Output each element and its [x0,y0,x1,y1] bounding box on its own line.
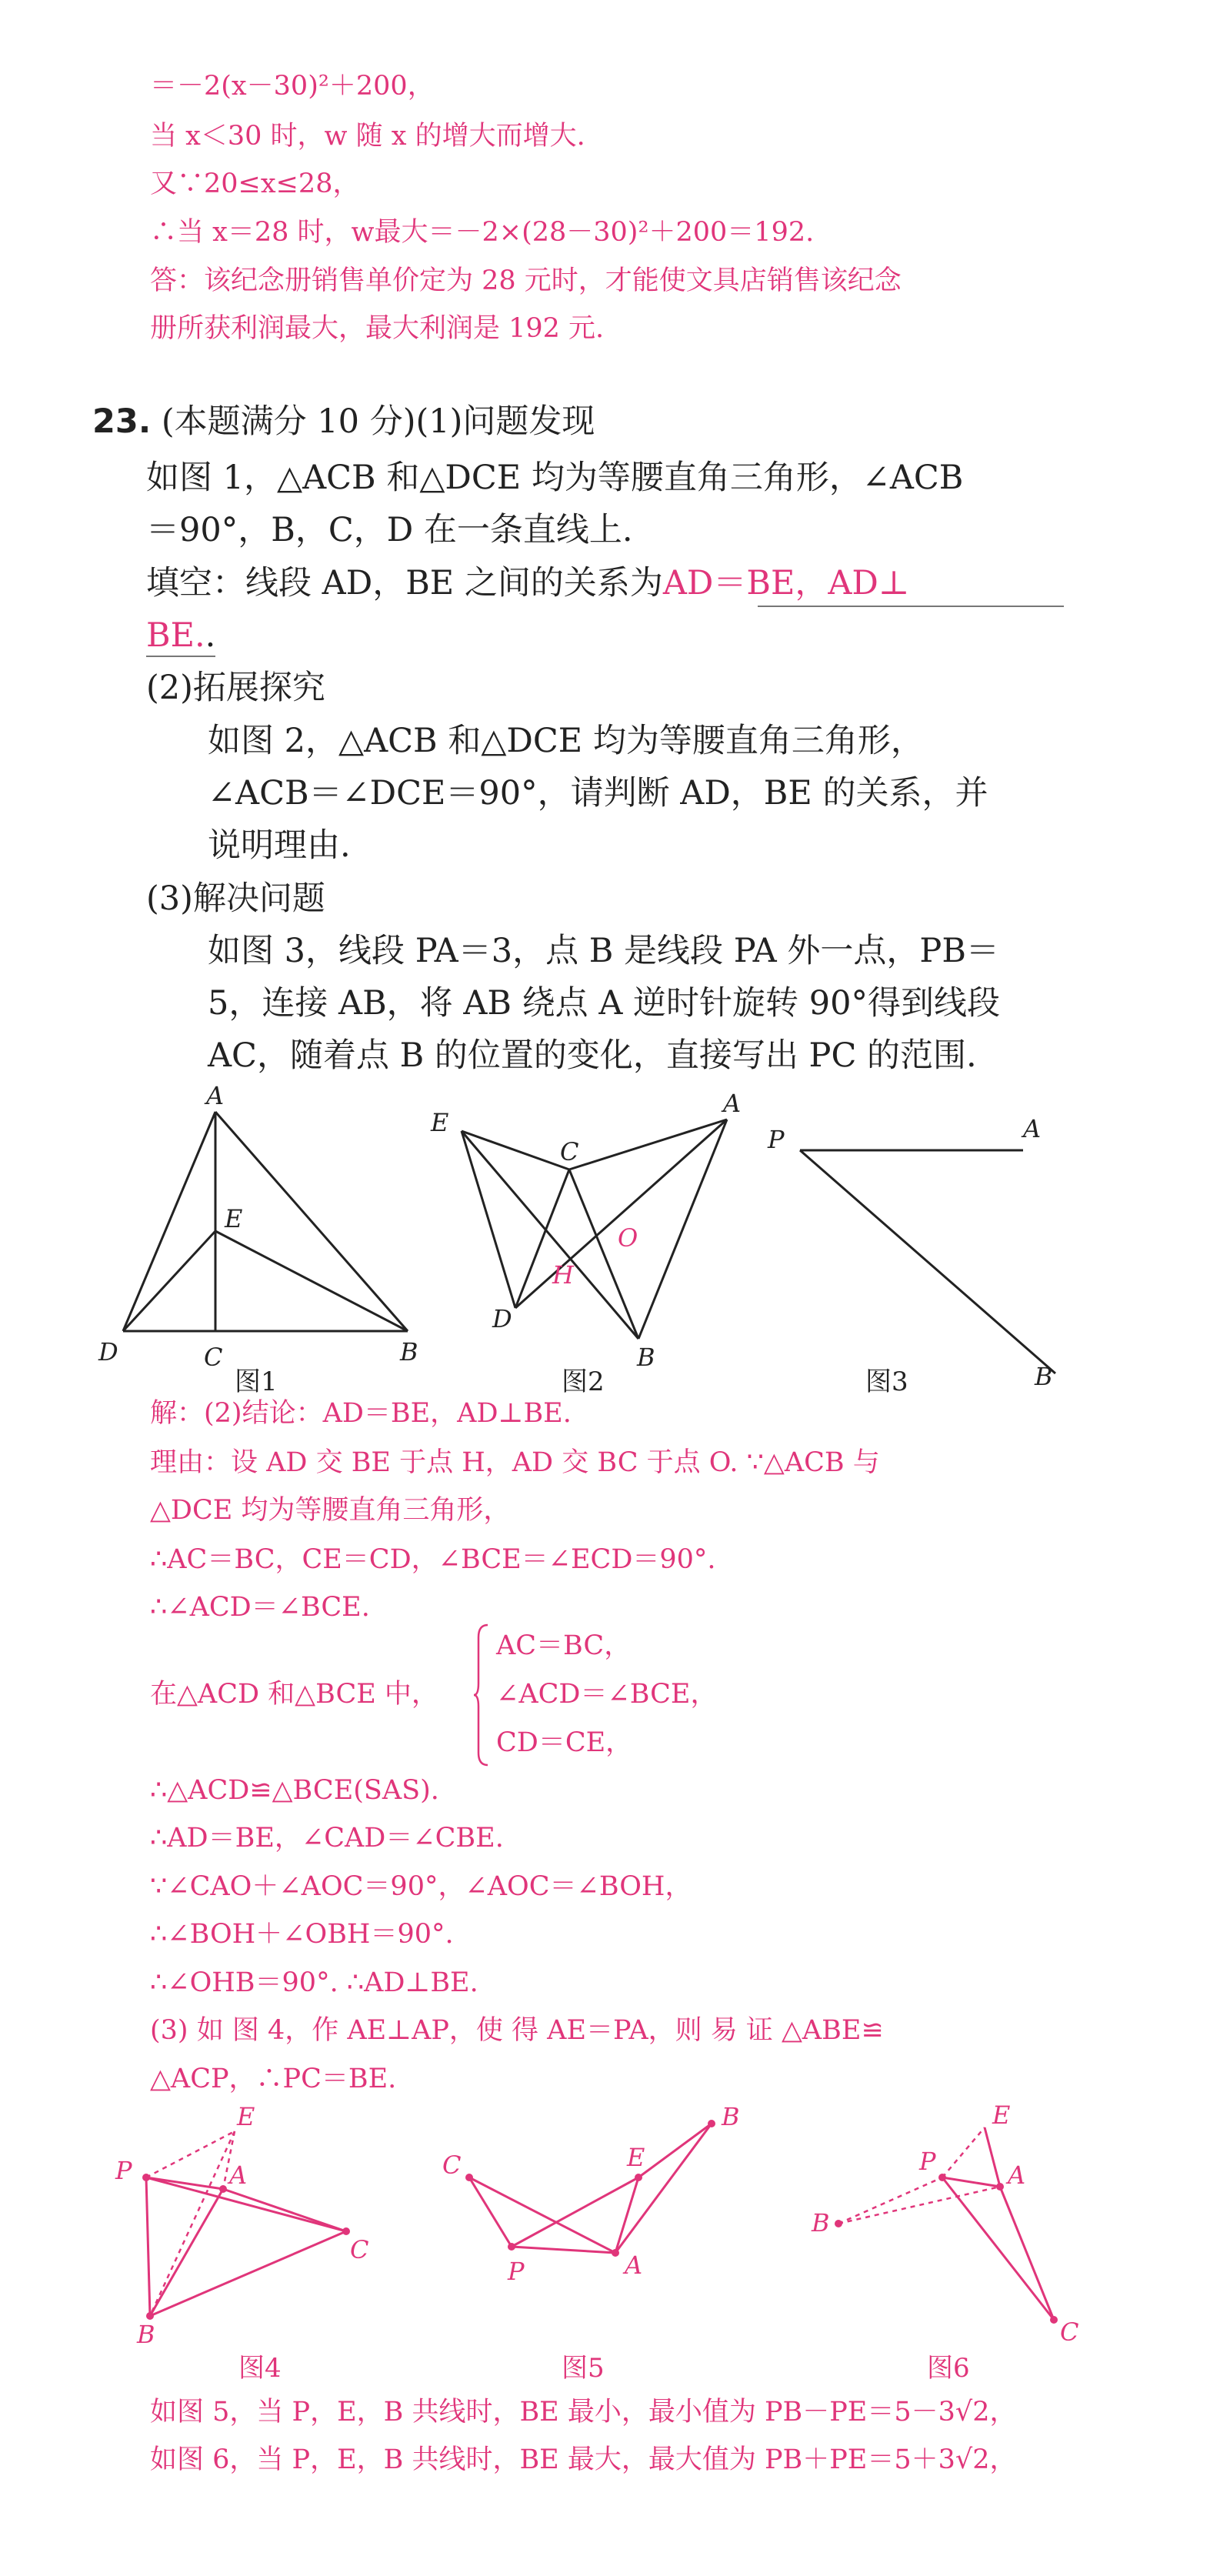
fig2-label-C: C [560,1137,579,1166]
solution-line: △DCE 均为等腰直角三角形， [150,1495,511,1526]
figures-top [0,1077,1210,1385]
fig6-label-B: B [812,2208,830,2237]
part3-title: (3)解决问题 [146,879,325,918]
point-C [1050,2316,1058,2324]
solution-line: ＝－2(x－30)²＋200， [150,71,435,102]
blank-underline [758,606,1064,607]
solution-line: ∴∠ACD＝∠BCE. [150,1592,370,1623]
fig5-label-C: C [442,2151,462,2180]
fig2-label-B: B [637,1343,655,1372]
fig1-label-A: A [206,1081,225,1110]
fig5-label-P: P [508,2257,525,2286]
fill-end: . [205,616,216,655]
fill-blank-line [146,564,910,602]
point-A [219,2185,227,2193]
fig4-label-E: E [237,2102,255,2131]
fig5-label-A: A [625,2251,643,2280]
part2-text: 说明理由. [208,826,351,865]
solution-line: ∴AD＝BE，∠CAD＝∠CBE. [150,1823,504,1854]
point-A [612,2249,619,2257]
fig4-label-B: B [137,2320,155,2349]
figure-5-caption: 图5 [562,2353,605,2384]
point-C [465,2174,473,2181]
fig6-label-A: A [1008,2161,1026,2190]
figure-3-caption: 图3 [865,1366,908,1397]
point-B [146,2312,154,2320]
solution-line: ∴∠OHB＝90°. ∴AD⊥BE. [150,1967,478,1998]
solution-line: 理由：设 AD 交 BE 于点 H，AD 交 BC 于点 O. ∵△ACB 与 [150,1447,880,1478]
point-E [635,2174,642,2181]
solution-line: △ACP，∴PC＝BE. [150,2064,397,2094]
problem-header [92,402,595,441]
problem-number: 23. [92,402,152,441]
solution-line: 册所获利润最大，最大利润是 192 元. [150,313,605,344]
fill-answer-cont: BE. [146,616,205,655]
point-B [835,2220,842,2227]
figure-4-dashed [146,2131,235,2316]
part3-text: 如图 3，线段 PA＝3，点 B 是线段 PA 外一点，PB＝ [208,932,999,970]
solution-line: ∴当 x＝28 时，w最大＝－2×(28－30)²＋200＝192. [150,217,815,248]
point-B [708,2120,715,2127]
solution-line: (3) 如 图 4，作 AE⊥AP，使 得 AE＝PA，则 易 证 △ABE≌ [150,2015,884,2046]
fig1-label-B: B [400,1337,418,1366]
fig2-label-D: D [492,1304,512,1333]
part3-text: AC，随着点 B 的位置的变化，直接写出 PC 的范围. [208,1036,977,1075]
solution-line: ∴△ACD≌△BCE(SAS). [150,1775,439,1806]
fig5-label-E: E [627,2143,645,2172]
fig3-label-B: B [1035,1362,1053,1385]
point-P [508,2243,515,2251]
part2-title: (2)拓展探究 [146,669,325,707]
fig4-label-A: A [229,2161,248,2190]
figure-3-lines [800,1150,1055,1373]
part2-text: ∠ACB＝∠DCE＝90°，请判断 AD，BE 的关系，并 [208,774,988,813]
fig4-label-P: P [115,2156,132,2185]
figure-4-caption: 图4 [238,2353,282,2384]
figures-bottom [0,2093,1210,2354]
part3-text: 5，连接 AB，将 AB 绕点 A 逆时针旋转 90°得到线段 [208,984,1000,1023]
solution-line: ∵∠CAO＋∠AOC＝90°，∠AOC＝∠BOH， [150,1871,692,1902]
system-eq: ∠ACD＝∠BCE， [496,1679,718,1710]
solution-line: ∴∠BOH＋∠OBH＝90°. [150,1919,454,1950]
fig6-label-P: P [919,2147,936,2176]
fig5-label-B: B [722,2102,740,2131]
system-brace [472,1622,489,1768]
fill-answer: AD＝BE，AD⊥ [662,564,910,602]
point-P [938,2174,946,2181]
problem-text: ＝90°，B，C，D 在一条直线上. [146,511,633,549]
problem-header-text: (本题满分 10 分)(1)问题发现 [161,402,595,441]
figure-2-caption: 图2 [562,1366,605,1397]
figure-4-lines [146,2177,346,2316]
figure-1-lines [123,1112,408,1331]
system-eq: CD＝CE， [496,1727,633,1758]
fig4-label-C: C [350,2235,369,2264]
solution-line: 答：该纪念册销售单价定为 28 元时，才能使文具店销售该纪念 [150,265,902,296]
blank-underline [146,656,215,657]
solution-line: 解：(2)结论：AD＝BE，AD⊥BE. [150,1398,572,1429]
fig1-label-D: D [98,1337,118,1366]
figure-6-caption: 图6 [927,2353,970,2384]
fig2-label-A: A [723,1089,742,1118]
fig3-label-P: P [768,1125,785,1154]
figure-1-caption: 图1 [235,1366,278,1397]
solution-line: 当 x＜30 时，w 随 x 的增大而增大. [150,121,585,152]
point-P [142,2174,150,2181]
fill-prefix: 填空：线段 AD，BE 之间的关系为 [146,564,663,602]
problem-text: 如图 1，△ACB 和△DCE 均为等腰直角三角形，∠ACB [146,459,964,497]
fill-blank-line-2 [146,616,216,655]
point-C [342,2227,350,2235]
fig6-label-C: C [1060,2317,1079,2347]
system-eq: AC＝BC， [496,1630,632,1661]
part2-text: 如图 2，△ACB 和△DCE 均为等腰直角三角形， [208,722,924,760]
fig2-label-O: O [618,1223,638,1253]
fig2-label-E: E [431,1108,449,1137]
solution-line: 如图 6，当 P，E，B 共线时，BE 最大，最大值为 PB＋PE＝5＋3√2， [150,2444,1017,2475]
fig3-label-A: A [1023,1114,1042,1143]
solution-line: 如图 5，当 P，E，B 共线时，BE 最小，最小值为 PB－PE＝5－3√2， [150,2397,1017,2428]
solution-line: 在△ACD 和△BCE 中， [150,1679,438,1710]
point-A [996,2183,1004,2191]
fig6-label-E: E [992,2101,1011,2130]
figure-6-lines [942,2127,1054,2320]
fig2-label-H: H [552,1260,574,1290]
solution-line: 又∵20≤x≤28， [150,169,360,199]
fig1-label-E: E [225,1204,243,1233]
fig1-label-C: C [204,1343,223,1372]
solution-line: ∴AC＝BC，CE＝CD，∠BCE＝∠ECD＝90°. [150,1544,716,1575]
figure-5-lines [469,2124,712,2253]
